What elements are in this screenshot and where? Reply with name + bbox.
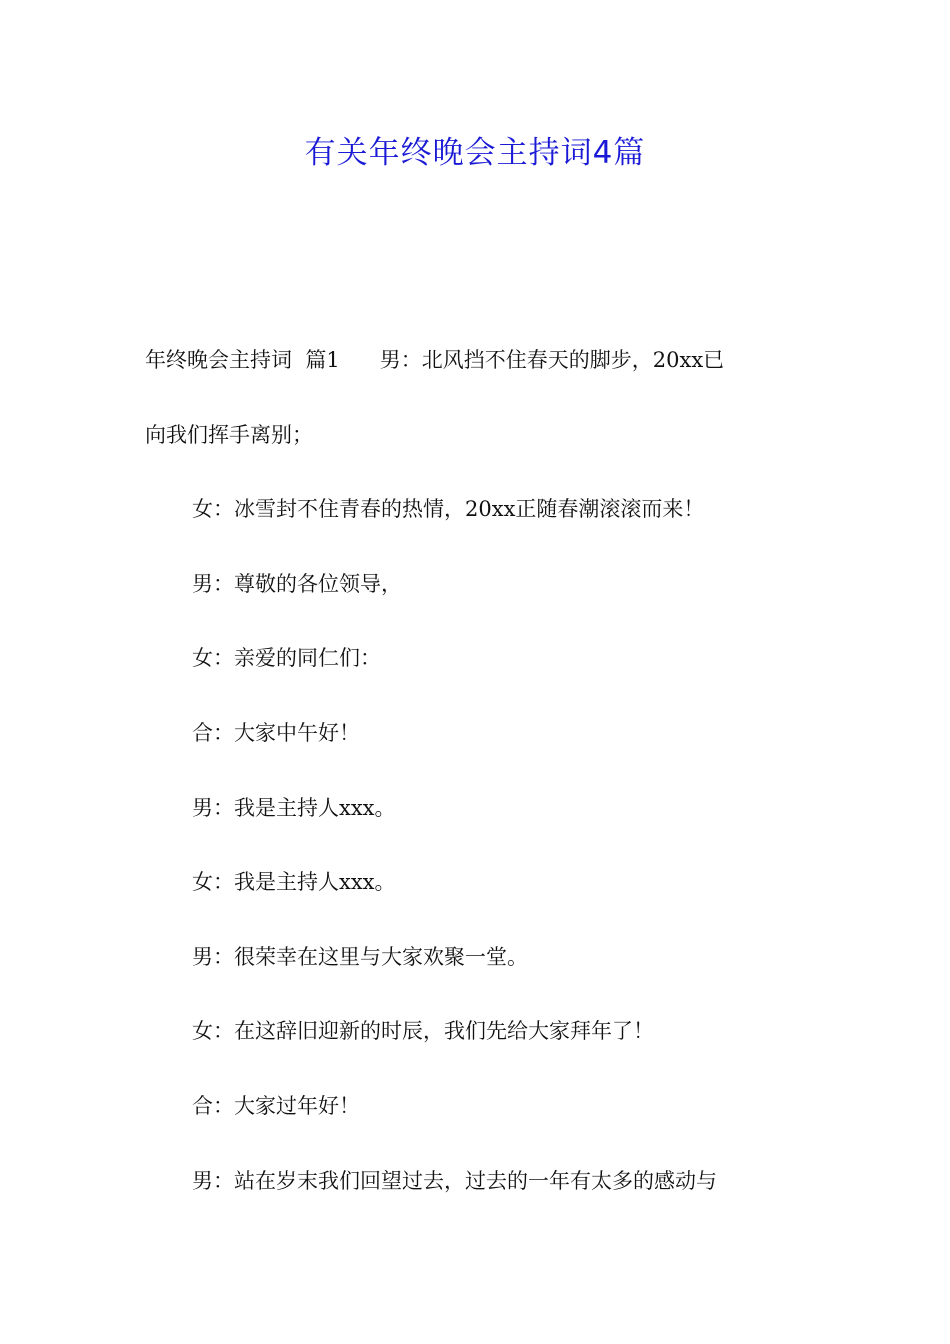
paragraph-line: 女：我是主持人xxx。 [192, 870, 396, 895]
document-title: 有关年终晚会主持词4篇 [304, 135, 646, 171]
paragraph-line: 男：尊敬的各位领导， [192, 571, 402, 596]
paragraph-line: 年终晚会主持词 篇1 男：北风挡不住春天的脚步，20xx已 [145, 348, 725, 372]
paragraph-line: 合：大家过年好！ [192, 1093, 360, 1118]
paragraph-line: 女：冰雪封不住青春的热情，20xx正随春潮滚滚而来！ [192, 497, 705, 522]
paragraph-line: 合：大家中午好！ [192, 720, 360, 745]
paragraph-line: 男：我是主持人xxx。 [192, 795, 396, 820]
paragraph-line: 男：很荣幸在这里与大家欢聚一堂。 [192, 944, 528, 969]
paragraph-line: 女：亲爱的同仁们： [192, 646, 381, 671]
document-body [145, 336, 810, 1231]
paragraph-line: 向我们挥手离别； [145, 422, 313, 447]
paragraph-line: 男：站在岁末我们回望过去，过去的一年有太多的感动与 [192, 1168, 717, 1193]
paragraph-line: 女：在这辞旧迎新的时辰，我们先给大家拜年了！ [192, 1019, 654, 1044]
